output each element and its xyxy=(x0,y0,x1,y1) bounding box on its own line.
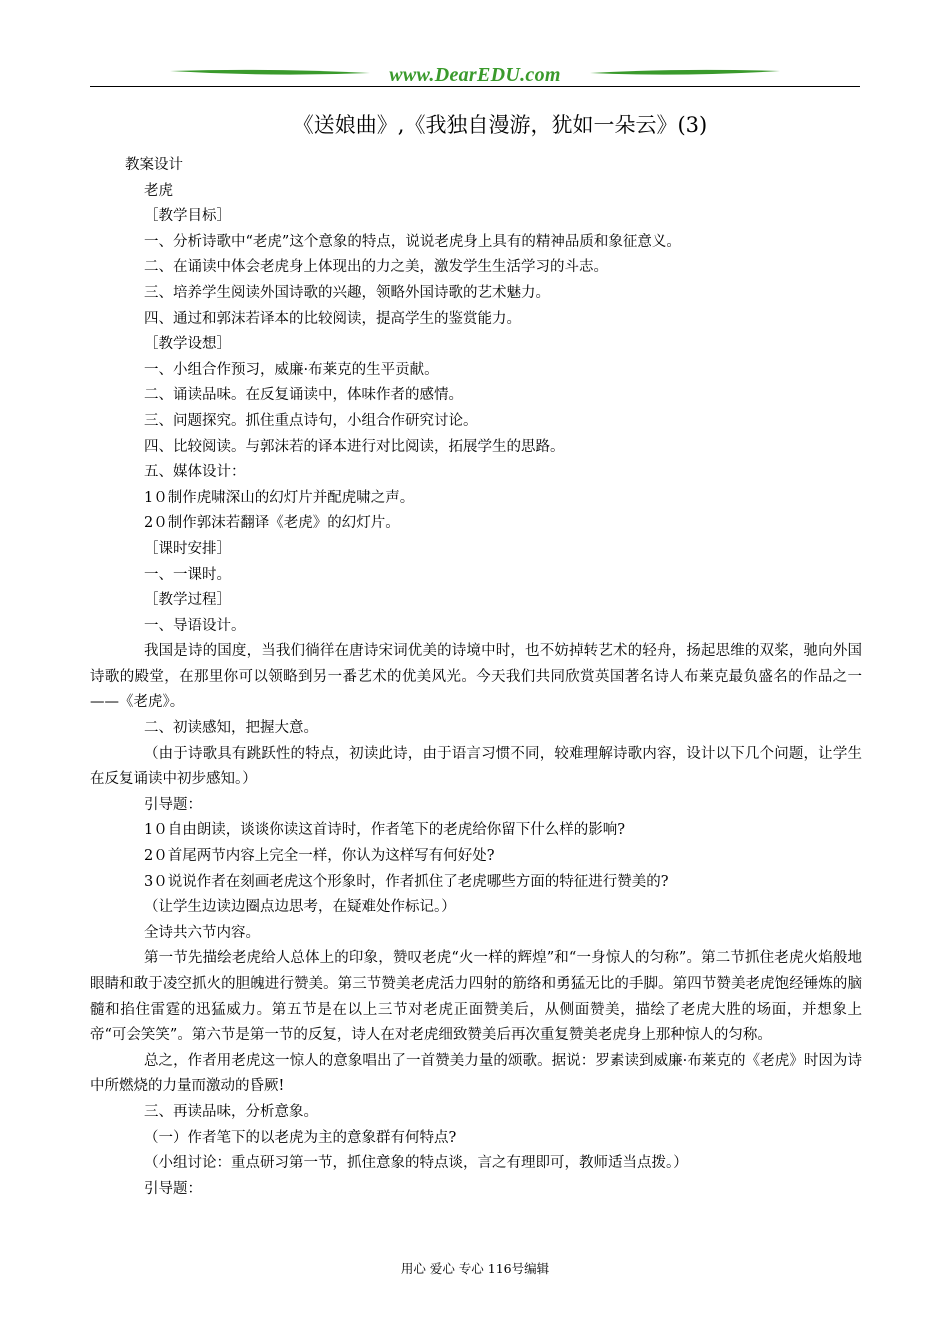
paragraph: 总之，作者用老虎这一惊人的意象唱出了一首赞美力量的颂歌。据说：罗素读到威廉·布莱克的《老虎》时因为诗中所燃烧的力量而激动的昏厥! xyxy=(90,1052,862,1095)
paragraph: 一、导语设计。 xyxy=(144,617,246,634)
site-logo: www.DearEDU.com xyxy=(389,64,561,86)
paragraph: 引导题： xyxy=(144,1180,202,1197)
paragraph: 三、培养学生阅读外国诗歌的兴趣，领略外国诗歌的艺术魅力。 xyxy=(144,284,550,301)
paragraph: 全诗共六节内容。 xyxy=(144,924,260,941)
document-body xyxy=(90,153,862,1202)
paragraph: 2０首尾两节内容上完全一样，你认为这样写有何好处? xyxy=(144,848,495,865)
paragraph: 教案设计 xyxy=(125,157,183,173)
paragraph: 三、问题探究。抓住重点诗句，小组合作研究讨论。 xyxy=(144,412,478,429)
paragraph: 四、通过和郭沫若译本的比较阅读，提高学生的鉴赏能力。 xyxy=(144,310,521,327)
paragraph: （小组讨论：重点研习第一节，抓住意象的特点谈，言之有理即可，教师适当点拨。） xyxy=(144,1155,688,1172)
paragraph: （由于诗歌具有跳跃性的特点，初读此诗，由于语言习惯不同，较难理解诗歌内容，设计以下几个问题，让学生在反复诵读中初步感知。） xyxy=(90,745,862,788)
paragraph: 1０自由朗读，谈谈你读这首诗时，作者笔下的老虎给你留下什么样的影响? xyxy=(144,822,625,839)
paragraph: 二、初读感知，把握大意。 xyxy=(144,720,318,737)
page-header xyxy=(90,62,860,90)
paragraph: 2０制作郭沫若翻译《老虎》的幻灯片。 xyxy=(144,515,400,532)
paragraph: 引导题： xyxy=(144,796,202,813)
header-rule xyxy=(90,86,860,87)
paragraph: 一、小组合作预习，威廉·布莱克的生平贡献。 xyxy=(144,361,439,378)
paragraph: ［教学设想］ xyxy=(144,336,231,353)
document-title: 《送娘曲》,《我独自漫游，犹如一朵云》(3) xyxy=(292,113,708,137)
paragraph: 第一节先描绘老虎给人总体上的印象，赞叹老虎“火一样的辉煌”和“一身惊人的匀称”。第二节抓住老虎火焰般地眼睛和敢于凌空抓火的胆魄进行赞美。第三节赞美老虎活力四射的筋络和勇猛无比的手脚。第四节赞美老虎饱经锤炼的脑髓和掐住雷霆的迅猛威力。第五节是在以上三节对老虎正面赞美后，从侧面赞美，描绘了老虎大胜的场面，并想象上帝“可会笑笑”。第六节是第一节的反复，诗人在对老虎细致赞美后再次重复赞美老虎身上那种惊人的匀称。 xyxy=(90,950,862,1044)
paragraph: 一、一课时。 xyxy=(144,566,231,583)
paragraph: 3０说说作者在刻画老虎这个形象时，作者抓住了老虎哪些方面的特征进行赞美的? xyxy=(144,873,669,890)
paragraph: （让学生边读边圈点边思考，在疑难处作标记。） xyxy=(144,899,456,916)
paragraph: 三、再读品味，分析意象。 xyxy=(144,1103,318,1120)
paragraph: （一）作者笔下的以老虎为主的意象群有何特点? xyxy=(144,1129,457,1146)
paragraph: 老虎 xyxy=(144,182,173,199)
paragraph: ［教学过程］ xyxy=(144,592,231,609)
paragraph: 二、诵读品味。在反复诵读中，体味作者的感情。 xyxy=(144,387,463,404)
paragraph: ［教学目标］ xyxy=(144,208,231,225)
paragraph: 五、媒体设计： xyxy=(144,464,246,481)
paragraph: 我国是诗的国度，当我们徜徉在唐诗宋词优美的诗境中时，也不妨掉转艺术的轻舟，扬起思维的双桨，驰向外国诗歌的殿堂，在那里你可以领略到另一番艺术的优美风光。今天我们共同欣赏英国著名诗人布莱克最负盛名的作品之一——《老虎》。 xyxy=(90,643,862,711)
paragraph: 一、分析诗歌中“老虎”这个意象的特点，说说老虎身上具有的精神品质和象征意义。 xyxy=(144,233,681,250)
page-footer: 用心 爱心 专心 116号编辑 xyxy=(400,1261,550,1276)
paragraph: ［课时安排］ xyxy=(144,540,231,557)
paragraph: 二、在诵读中体会老虎身上体现出的力之美，激发学生生活学习的斗志。 xyxy=(144,259,608,276)
paragraph: 1０制作虎啸深山的幻灯片并配虎啸之声。 xyxy=(144,489,415,506)
paragraph: 四、比较阅读。与郭沫若的译本进行对比阅读，拓展学生的思路。 xyxy=(144,438,565,455)
right-swoosh-decoration xyxy=(590,68,780,78)
